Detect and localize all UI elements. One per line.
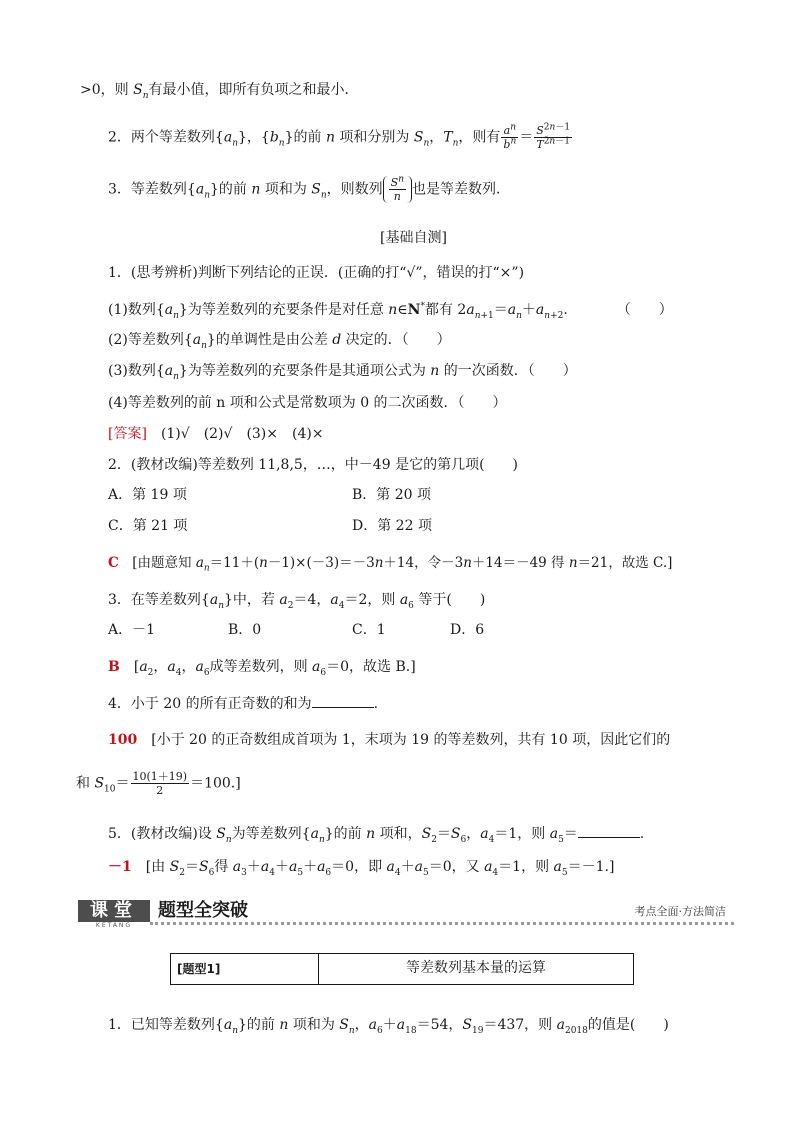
banner-tag-sub: KETANG: [95, 922, 133, 929]
fraction: $\frac{S^{2n-1}}{T^{2n-1}}$: [536, 122, 571, 151]
question-item: (2)等差数列$\{a_n\}$的单调性是由公差 d 决定的．（ ）: [108, 332, 451, 351]
topic-label: [题型1]: [171, 954, 319, 984]
option-a: A．第 19 项: [108, 487, 187, 503]
option-d: D．6: [450, 622, 485, 638]
answer-blank: [578, 823, 640, 838]
fraction: $\frac{a^n}{b^n}$: [503, 122, 517, 151]
question-item: (1)数列$\{a_n\}$为等差数列的充要条件是对任意 n∈N*都有 $2a_{n+1}=a_n+a_{n+2}$. （ ）: [108, 301, 673, 321]
answer: C [由题意知 $a_n=11+(n-1)\times(-3)=-3n+14$，令－3n＋14＝－49 得 n＝21，故选 C.]: [108, 555, 673, 574]
topic-box: [170, 953, 634, 985]
topic-title: 等差数列基本量的运算: [406, 960, 546, 976]
banner-divider: [150, 922, 734, 925]
answer: B [$a_2$，$a_4$，$a_6$成等差数列，则 $a_6=0$，故选 B.]: [108, 659, 416, 678]
question-item: (4)等差数列的前 n 项和公式是常数项为 0 的二次函数．（ ）: [108, 395, 507, 411]
banner-slogan: 考点全面·方法简洁: [634, 905, 726, 918]
question: 2．(教材改编)等差数列 11,8,5，…，中－49 是它的第几项( ): [108, 457, 518, 473]
question: 3．在等差数列$\{a_n\}$中，若 $a_2=4$，$a_4=2$，则 $a_6$ 等于( ): [108, 592, 486, 611]
option-b: B．0: [228, 622, 262, 638]
text-line: 2．两个等差数列$\{a_n\}$，$\{b_n\}$的前 n 项和分别为 $S_n$，$T_n$，则有 $\frac{a^n}{b^n}$ ＝ $\frac{S^{2n-1}}{T^{2n-1}}$: [108, 122, 571, 151]
option-b: B．第 20 项: [352, 487, 432, 503]
answer-cont: 和 $S_{10}=$ $\frac{10(1+19)}{2}$ ＝100.]: [76, 770, 241, 797]
question: 4．小于 20 的所有正奇数的和为 .: [108, 693, 378, 714]
question: 5．(教材改编)设 $S_n$为等差数列$\{a_n\}$的前 n 项和，$S_2=S_6$，$a_4=1$，则 $a_5=$ .: [108, 823, 644, 844]
question-item: (3)数列$\{a_n\}$为等差数列的充要条件是其通项公式为 n 的一次函数．（ ）: [108, 363, 577, 382]
brace-group: $\frac{S^n}{n}$: [383, 176, 412, 203]
banner-title: 题型全突破: [158, 900, 248, 921]
question: 1．已知等差数列$\{a_n\}$的前 n 项和为 $S_n$，$a_6+a_{18}=54$，$S_{19}=437$，则 $a_{2018}$的值是( ): [108, 1017, 669, 1036]
answer: －1 [由 $S_2=S_6$得 $a_3+a_4+a_5+a_6=0$，即 $a_4+a_5=0$，又 $a_4=1$，则 $a_5=-1$.]: [108, 859, 615, 878]
section-heading: [基础自测]: [380, 230, 447, 246]
fraction: $\frac{10(1+19)}{2}$: [132, 770, 188, 797]
text-line: >0，则 $S_n$有最小值，即所有负项之和最小．: [80, 82, 359, 101]
option-a: A．－1: [108, 622, 156, 638]
option-c: C．1: [352, 622, 386, 638]
option-c: C．第 21 项: [108, 518, 188, 534]
answer-blank: [312, 693, 374, 708]
section-banner: [78, 900, 734, 928]
question: 1．(思考辨析)判断下列结论的正误．(正确的打“√”，错误的打“×”): [108, 265, 525, 281]
answer: [答案] (1)√ (2)√ (3)× (4)×: [108, 426, 324, 442]
banner-tag: 课堂: [78, 900, 150, 922]
answer: 100 [小于 20 的正奇数组成首项为 1，末项为 19 的等差数列，共有 10 项，因此它们的: [108, 732, 671, 748]
text-line: 3．等差数列$\{a_n\}$的前 n 项和为 $S_n$，则数列 $\frac{S^n}{n}$ 也是等差数列．: [108, 174, 511, 203]
option-d: D．第 22 项: [352, 518, 432, 534]
